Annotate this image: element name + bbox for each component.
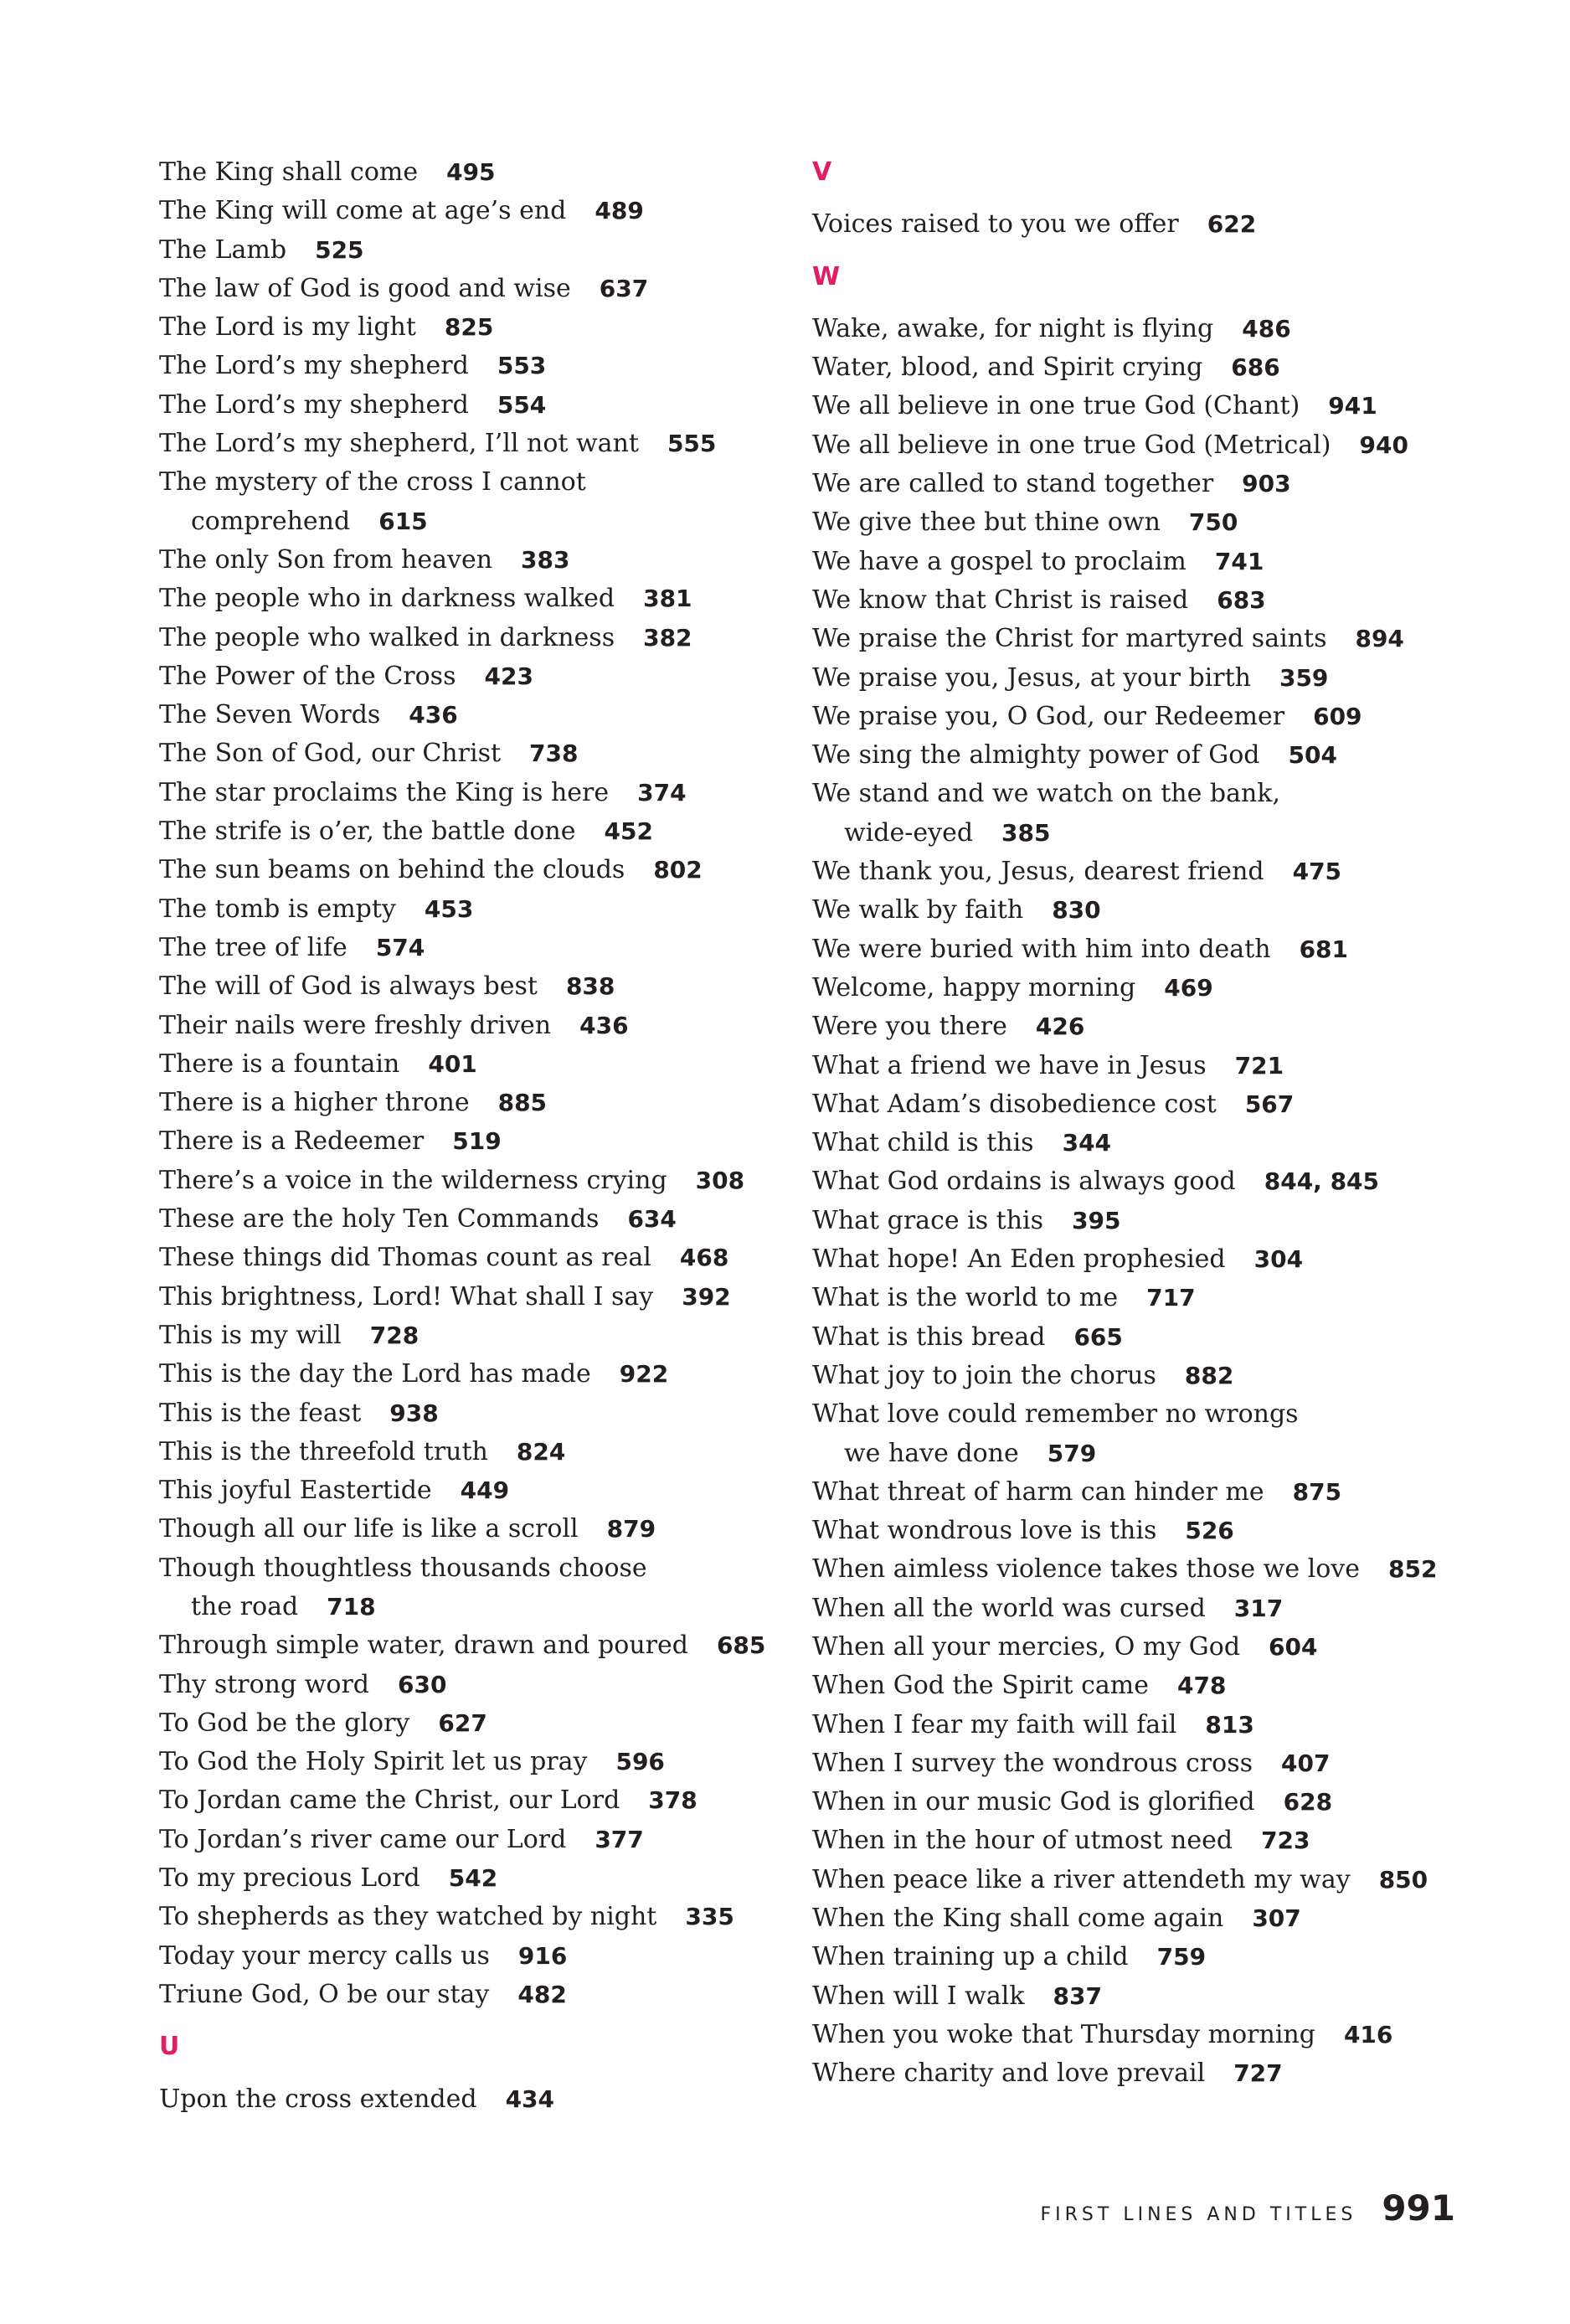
hymn-number: 717 [1146,1284,1196,1312]
index-entry [812,465,1449,503]
entry-title: When training up a child [812,1942,1129,1972]
entry-title: Were you there [812,1012,1007,1042]
hymn-number: 628 [1283,1788,1333,1816]
entry-title: The strife is o’er, the battle done [159,817,576,847]
entry-title: Water, blood, and Spirit crying [812,353,1203,383]
entry-title: The sun beams on behind the clouds [159,855,625,885]
index-entry [812,1783,1449,1822]
index-entry [159,1976,795,2014]
index-entry [159,812,795,851]
entry-title: We were buried with him into death [812,934,1271,964]
entry-title: Through simple water, drawn and poured [159,1631,688,1661]
entry-continuation-text: comprehend [191,506,351,536]
hymn-number: 452 [604,817,653,846]
index-entry [812,1512,1449,1550]
hymn-number: 385 [1001,818,1051,847]
entry-title: We sing the almighty power of God [812,740,1260,770]
hymn-number: 922 [619,1360,669,1389]
entry-title: When I survey the wondrous cross [812,1748,1253,1778]
hymn-number: 308 [695,1166,745,1194]
index-entry [159,308,795,347]
index-entry [812,310,1449,348]
index-entry [812,1085,1449,1124]
index-entry [812,620,1449,658]
entry-title: Triune God, O be our stay [159,1979,490,2009]
hymn-number: 596 [615,1748,665,1776]
entry-title: What is the world to me [812,1283,1119,1313]
hymn-number: 392 [682,1282,731,1311]
entry-title: Welcome, happy morning [812,972,1136,1002]
index-entry [159,1317,795,1355]
entry-title: To Jordan came the Christ, our Lord [159,1786,620,1816]
hymn-number: 615 [378,507,428,535]
entry-title: When aimless violence takes those we love [812,1554,1360,1585]
entry-title: Today your mercy calls us [159,1940,490,1971]
index-entry [159,1471,795,1510]
index-entry [159,347,795,385]
entry-title: Their nails were freshly driven [159,1010,552,1040]
index-entry [812,1744,1449,1783]
entry-title: What God ordains is always good [812,1167,1236,1197]
hymn-number: 482 [517,1980,567,2008]
entry-title: The Lord is my light [159,312,416,343]
hymn-number: 665 [1073,1322,1123,1351]
entry-continuation-text: wide-eyed [844,817,974,848]
index-entry [159,1549,795,1627]
index-entry [159,1704,795,1743]
index-entry [812,1279,1449,1317]
entry-title: We give thee but thine own [812,508,1161,538]
entry-title: What wondrous love is this [812,1516,1157,1546]
hymn-number: 423 [484,662,533,690]
entry-continuation-text: the road [191,1591,299,1621]
hymn-number: 825 [444,313,494,342]
hymn-number: 504 [1288,741,1337,770]
entry-title: We all believe in one true God (Metrical) [812,430,1331,460]
entry-title: What grace is this [812,1205,1044,1235]
hymn-number: 436 [409,701,458,729]
hymn-number: 436 [579,1011,629,1039]
hymn-number: 916 [517,1941,568,1970]
entry-title: To Jordan’s river came our Lord [159,1824,567,1854]
hymn-number: 542 [448,1864,498,1893]
index-entry [812,1395,1449,1473]
entry-title: What child is this [812,1128,1034,1158]
hymn-number: 940 [1359,430,1408,459]
entry-title: We praise you, Jesus, at your birth [812,662,1251,693]
hymn-number: 378 [648,1786,697,1815]
entry-title: We have a gospel to proclaim [812,546,1187,576]
hymn-number: 728 [369,1321,420,1349]
entry-continuation [812,1435,1449,1473]
section-letter: U [159,2032,180,2062]
index-entry [812,1047,1449,1085]
index-entry [159,929,795,967]
entry-title: Thy strong word [159,1669,370,1699]
entry-title: The King will come at age’s end [159,196,567,226]
hymn-number: 941 [1328,392,1377,420]
index-entry [159,1859,795,1898]
entry-title: There is a Redeemer [159,1126,425,1157]
index-entry [159,1122,795,1161]
entry-continuation [159,1588,795,1626]
index-entry [159,1510,795,1548]
index-entry [159,967,795,1006]
hymn-number: 686 [1231,353,1280,382]
hymn-number: 738 [529,739,579,768]
hymn-number: 525 [315,235,364,264]
hymn-number: 850 [1378,1865,1428,1894]
hymn-number: 382 [643,623,692,652]
hymn-number: 630 [398,1670,447,1698]
entry-title: We walk by faith [812,895,1024,925]
hymn-number: 723 [1261,1827,1310,1855]
index-entry [159,2080,795,2119]
hymn-number: 727 [1233,2059,1283,2088]
index-entry [159,1045,795,1084]
hymn-number: 885 [497,1089,548,1117]
page-footer [1041,2187,1456,2229]
index-entry [159,657,795,696]
hymn-number: 894 [1355,625,1404,653]
entry-title: The Lamb [159,234,287,265]
entry-title: To God the Holy Spirit let us pray [159,1747,588,1777]
index-entry [159,1937,795,1976]
hymn-number: 395 [1072,1206,1121,1234]
entry-title: When all your mercies, O my God [812,1631,1241,1662]
index-entry [812,1007,1449,1046]
index-entry [812,891,1449,930]
index-entry [812,1861,1449,1899]
entry-title: The Lord’s my shepherd [159,389,469,420]
hymn-number: 903 [1242,470,1291,498]
index-entry [159,580,795,618]
index-entry [812,1240,1449,1279]
index-entry [812,1706,1449,1744]
index-entry [159,890,795,929]
entry-title: What is this bread [812,1322,1046,1352]
index-entry [159,1084,795,1122]
index-entry [812,969,1449,1007]
index-entry [812,543,1449,581]
hymn-number: 519 [452,1127,502,1156]
index-entry [159,1743,795,1781]
entry-title: When in our music God is glorified [812,1787,1255,1817]
entry-title: What hope! An Eden prophesied [812,1244,1226,1275]
entry-title: The only Son from heaven [159,544,493,575]
index-entry [159,696,795,734]
entry-title: The will of God is always best [159,971,538,1002]
hymn-number: 579 [1047,1439,1097,1467]
entry-title: When the King shall come again [812,1904,1224,1934]
index-entry [159,774,795,812]
index-entry [812,1550,1449,1589]
hymn-number: 802 [653,856,703,884]
index-entry [159,851,795,889]
entry-title: The Power of the Cross [159,661,456,691]
hymn-number: 882 [1184,1361,1234,1389]
hymn-number: 401 [428,1049,477,1078]
index-entry [159,1278,795,1317]
index-entry [812,205,1449,244]
hymn-number: 567 [1244,1090,1295,1118]
hymn-number: 938 [389,1399,439,1427]
index-entry [812,698,1449,736]
hymn-number: 553 [497,352,547,380]
index-entry [159,153,795,192]
index-entry [812,1590,1449,1628]
hymn-number: 741 [1214,547,1264,575]
entry-title: This is the threefold truth [159,1436,488,1466]
index-entry [812,1977,1449,2016]
hymn-number: 685 [716,1631,766,1660]
hymn-number: 634 [627,1205,677,1234]
entry-title: The law of God is good and wise [159,273,571,303]
index-entry [812,1162,1449,1201]
hymn-number: 875 [1292,1477,1342,1506]
entry-title: We praise you, O God, our Redeemer [812,701,1285,731]
entry-title: When in the hour of utmost need [812,1826,1233,1856]
hymn-number: 554 [497,390,547,419]
index-entry [159,231,795,270]
index-entry [159,192,795,230]
entry-title: Though thoughtless thousands choose [159,1553,647,1583]
entry-title: What Adam’s disobedience cost [812,1089,1217,1119]
index-entry [812,853,1449,891]
hymn-number: 526 [1185,1517,1234,1545]
entry-title: To my precious Lord [159,1863,420,1894]
entry-title: There is a higher throne [159,1088,470,1118]
entry-title: When God the Spirit came [812,1671,1149,1701]
hymn-number: 837 [1053,1981,1102,2010]
index-entry [159,425,795,463]
hymn-number: 344 [1062,1129,1112,1157]
hymn-number: 335 [685,1903,734,1931]
hymn-number: 718 [327,1592,376,1621]
index-entry [159,270,795,308]
hymn-number: 416 [1343,2020,1393,2048]
hymn-number: 453 [424,894,474,923]
entry-title: When you woke that Thursday morning [812,2019,1315,2049]
index-entry [812,1318,1449,1357]
entry-title: This joyful Eastertide [159,1476,432,1506]
hymn-number: 377 [595,1825,644,1853]
hymn-number: 759 [1156,1943,1207,1971]
index-entry [812,1628,1449,1667]
hymn-number: 555 [667,430,717,458]
hymn-number: 681 [1299,935,1349,963]
index-entry [159,1626,795,1665]
hymn-number: 434 [505,2084,555,2113]
hymn-number: 844, 845 [1264,1167,1380,1196]
entry-title: The people who walked in darkness [159,622,615,652]
entry-title: What love could remember no wrongs [812,1399,1299,1430]
entry-title: The tree of life [159,932,347,962]
index-entry [812,1899,1449,1938]
entry-title: There’s a voice in the wilderness crying [159,1165,667,1195]
entry-title: We know that Christ is raised [812,585,1189,615]
hymn-number: 317 [1233,1594,1284,1622]
index-entry [159,1898,795,1936]
index-entry [159,386,795,425]
hymn-number: 574 [375,933,425,961]
entry-title: These things did Thomas count as real [159,1243,651,1273]
entry-title: To God be the glory [159,1708,410,1738]
right-column [812,153,1449,2094]
entry-title: The tomb is empty [159,894,396,924]
entry-title: When peace like a river attendeth my way [812,1864,1351,1894]
hymn-number: 852 [1388,1555,1438,1584]
entry-title: What a friend we have in Jesus [812,1050,1207,1080]
index-entry [812,2016,1449,2054]
entry-title: We stand and we watch on the bank, [812,779,1280,809]
hymn-number: 475 [1292,858,1342,886]
hymn-number: 407 [1280,1749,1331,1777]
index-entry [812,1124,1449,1162]
entry-title: The star proclaims the King is here [159,777,610,807]
entry-continuation-text: we have done [844,1438,1019,1468]
entry-title: When will I walk [812,1981,1025,2011]
index-entry [159,1239,795,1277]
entry-title: Where charity and love prevail [812,2059,1206,2089]
entry-title: Upon the cross extended [159,2084,477,2114]
section-title: FIRST LINES AND TITLES [1040,2204,1357,2225]
entry-title: Voices raised to you we offer [812,209,1179,240]
entry-title: This is my will [159,1320,342,1350]
hymn-number: 824 [516,1437,566,1466]
hymn-number: 609 [1313,702,1362,730]
index-entry [812,503,1449,542]
entry-title: The Lord’s my shepherd [159,351,469,381]
entry-title: The people who in darkness walked [159,584,615,614]
index-entry [812,348,1449,387]
hymn-number: 307 [1252,1904,1301,1933]
hymn-number: 830 [1052,896,1101,925]
entry-title: The Lord’s my shepherd, I’ll not want [159,429,639,459]
hymn-number: 426 [1035,1013,1085,1041]
entry-title: This is the day the Lord has made [159,1359,591,1389]
entry-title: The mystery of the cross I cannot [159,467,586,497]
hymn-number: 381 [643,585,692,613]
index-entry [812,1822,1449,1860]
hymn-number: 478 [1176,1672,1227,1700]
hymn-number: 721 [1234,1051,1284,1080]
entry-continuation [812,814,1449,853]
hymn-number: 750 [1188,508,1238,537]
hymn-number: 489 [595,197,644,225]
hymn-number: 683 [1217,585,1266,614]
entry-title: There is a fountain [159,1049,400,1079]
index-entry [812,387,1449,425]
hymn-number: 486 [1242,314,1291,343]
hymn-number: 374 [637,778,687,806]
hymn-number: 604 [1269,1632,1318,1661]
section-letter: V [812,157,832,187]
index-entry [159,1821,795,1859]
entry-title: The Seven Words [159,700,381,730]
entry-title: We all believe in one true God (Chant) [812,391,1300,421]
index-entry [812,1357,1449,1395]
index-entry [812,775,1449,853]
index-entry [812,1667,1449,1705]
hymn-number: 838 [565,972,615,1001]
index-entry [812,736,1449,775]
entry-title: We are called to stand together [812,469,1214,499]
hymn-number: 637 [599,274,649,302]
hymn-number: 469 [1164,973,1213,1002]
index-entry [159,1200,795,1239]
entry-continuation [159,502,795,541]
page-number: 991 [1382,2187,1455,2229]
entry-title: Wake, awake, for night is flying [812,313,1214,343]
entry-title: When I fear my faith will fail [812,1709,1177,1739]
index-entry [159,734,795,773]
hymn-number: 304 [1253,1245,1304,1274]
hymn-number: 495 [446,158,496,186]
entry-title: What joy to join the chorus [812,1360,1156,1390]
index-entry [159,463,795,541]
index-entry [159,1162,795,1200]
entry-title: What threat of harm can hinder me [812,1476,1264,1507]
hymn-number: 468 [679,1244,729,1272]
index-entry [812,426,1449,465]
index-entry [812,659,1449,698]
index-entry [812,1202,1449,1240]
index-entry [159,1433,795,1471]
index-entry [159,619,795,657]
entry-title: The Son of God, our Christ [159,739,502,769]
index-entry [159,1394,795,1433]
entry-title: This is the feast [159,1398,362,1428]
hymn-number: 622 [1207,210,1257,239]
section-letter: W [812,261,841,291]
hymn-number: 359 [1279,663,1329,692]
entry-title: When all the world was cursed [812,1593,1206,1623]
index-entry [159,1666,795,1704]
index-entry [812,1938,1449,1976]
index-entry [159,1781,795,1820]
index-entry [159,541,795,580]
index-entry [159,1355,795,1394]
entry-title: The King shall come [159,157,419,187]
hymn-number: 813 [1205,1710,1254,1739]
entry-title: We praise the Christ for martyred saints [812,624,1327,654]
index-entry [812,581,1449,620]
hymn-number: 879 [606,1515,656,1543]
hymn-number: 627 [438,1708,487,1737]
entry-title: These are the holy Ten Commands [159,1204,600,1234]
entry-title: We thank you, Jesus, dearest friend [812,857,1264,887]
entry-title: Though all our life is like a scroll [159,1514,579,1544]
index-entry [812,2054,1449,2093]
index-entry [159,1007,795,1045]
left-column [159,153,795,2119]
entry-title: To shepherds as they watched by night [159,1902,657,1932]
index-entry [812,930,1449,969]
entry-title: This brightness, Lord! What shall I say [159,1281,654,1311]
index-entry [812,1473,1449,1512]
hymn-number: 449 [460,1476,510,1505]
hymn-number: 383 [521,545,570,574]
